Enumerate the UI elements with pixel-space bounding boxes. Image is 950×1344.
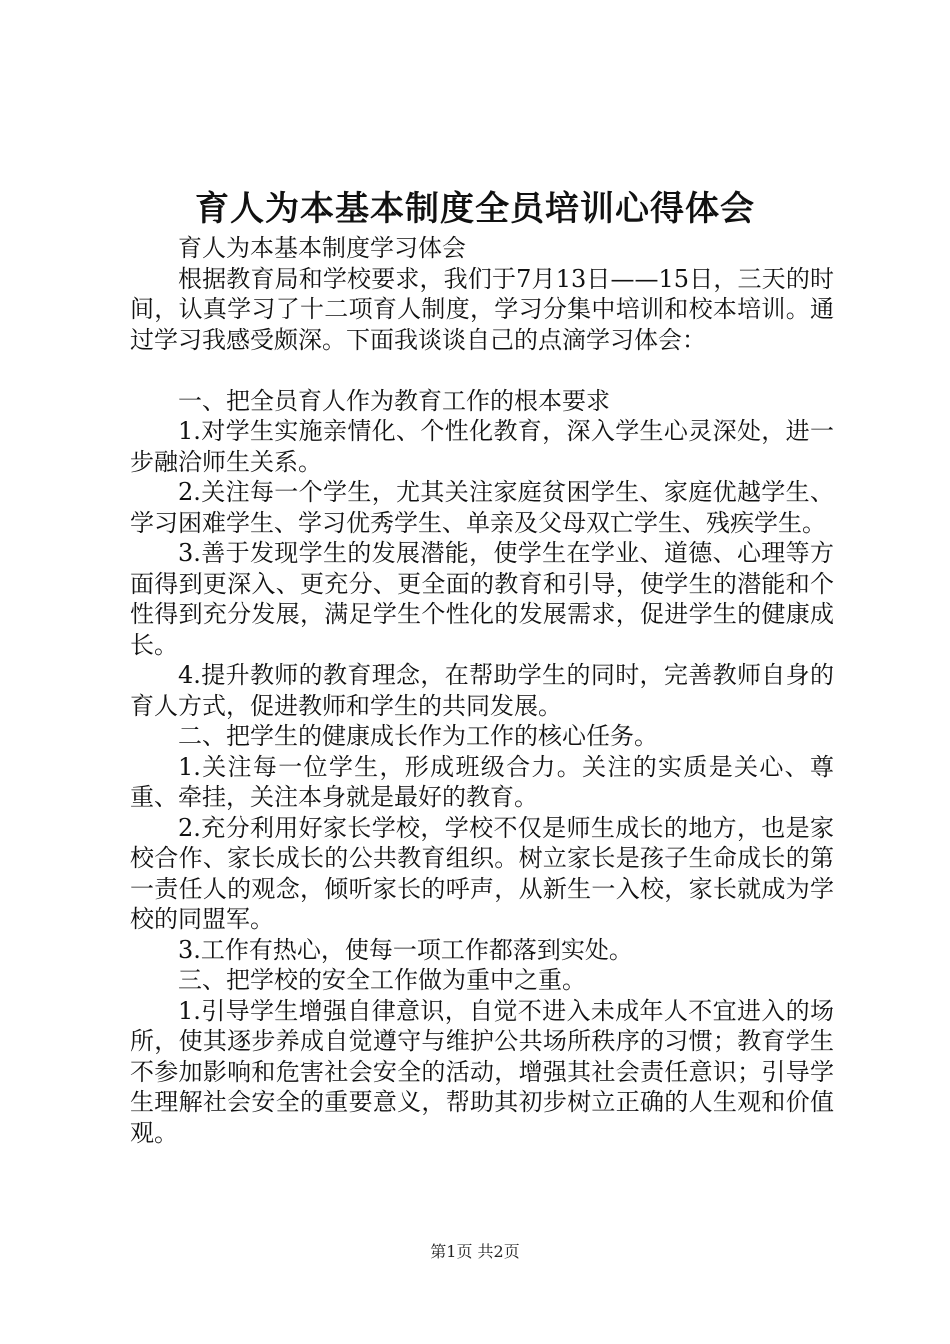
section-1-item-2: 2.关注每一个学生，尤其关注家庭贫困学生、家庭优越学生、学习困难学生、学习优秀学生、单亲及父母双亡学生、残疾学生。 xyxy=(130,478,834,537)
section-1-item-3: 3.善于发现学生的发展潜能，使学生在学业、道德、心理等方面得到更深入、更充分、更全面的教育和引导，使学生的潜能和个性得到充分发展，满足学生个性化的发展需求，促进学生的健康成长。 xyxy=(130,539,834,659)
section-2-item-1: 1.关注每一位学生，形成班级合力。关注的实质是关心、尊重、牵挂，关注本身就是最好的教育。 xyxy=(130,752,834,811)
section-1-item-4: 4.提升教师的教育理念，在帮助学生的同时，完善教师自身的育人方式，促进教师和学生的共同发展。 xyxy=(130,661,834,720)
document-body xyxy=(130,233,834,1148)
section-1-item-1: 1.对学生实施亲情化、个性化教育，深入学生心灵深处，进一步融洽师生关系。 xyxy=(130,417,834,476)
intro-paragraph: 根据教育局和学校要求，我们于7月13日——15日，三天的时间，认真学习了十二项育人制度，学习分集中培训和校本培训。通过学习我感受颇深。下面我谈谈自己的点滴学习体会： xyxy=(130,264,834,354)
section-heading-2: 二、把学生的健康成长作为工作的核心任务。 xyxy=(178,722,658,750)
subtitle-paragraph: 育人为本基本制度学习体会 xyxy=(178,234,466,262)
section-3-item-1: 1.引导学生增强自律意识，自觉不进入未成年人不宜进入的场所，使其逐步养成自觉遵守与维护公共场所秩序的习惯；教育学生不参加影响和危害社会安全的活动，增强其社会责任意识；引导学生理解社会安全的重要意义，帮助其初步树立正确的人生观和价值观。 xyxy=(130,996,834,1147)
section-heading-3: 三、把学校的安全工作做为重中之重。 xyxy=(178,966,586,994)
document-title: 育人为本基本制度全员培训心得体会 xyxy=(195,189,755,229)
section-heading-1: 一、把全员育人作为教育工作的根本要求 xyxy=(178,386,610,415)
section-2-item-2: 2.充分利用好家长学校，学校不仅是师生成长的地方，也是家校合作、家长成长的公共教育组织。树立家长是孩子生命成长的第一责任人的观念，倾听家长的呼声，从新生一入校，家长就成为学校的同盟军。 xyxy=(130,813,834,933)
section-2-item-3: 3.工作有热心，使每一项工作都落到实处。 xyxy=(178,935,633,964)
page-footer: 第1页 共2页 xyxy=(430,1242,520,1261)
